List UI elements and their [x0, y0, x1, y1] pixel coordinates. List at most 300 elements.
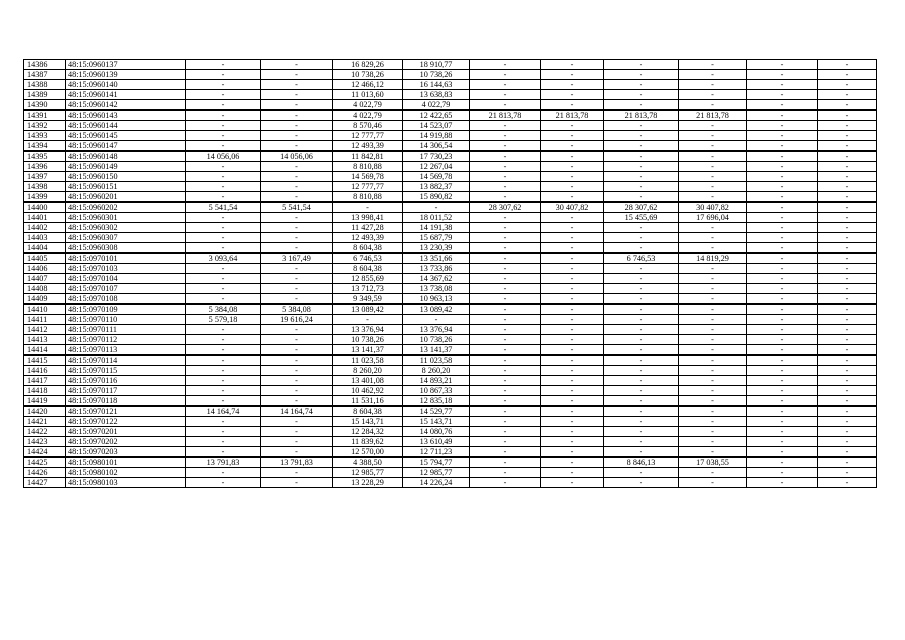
value-col-7-cell: -: [470, 366, 541, 376]
value-col-12-cell: -: [818, 121, 877, 131]
value-col-7-cell: -: [470, 437, 541, 447]
value-col-12-cell: -: [818, 417, 877, 427]
value-col-8-cell: -: [541, 315, 604, 325]
value-col-6-cell: 18 910,77: [403, 60, 470, 70]
value-col-6-cell: 13 351,66: [403, 253, 470, 264]
value-col-3-cell: -: [186, 376, 261, 386]
value-col-7-cell: -: [470, 243, 541, 254]
value-col-8-cell: -: [541, 355, 604, 366]
value-col-3-cell: -: [186, 80, 261, 90]
value-col-12-cell: -: [818, 355, 877, 366]
table-body: [24, 60, 877, 488]
value-col-10-cell: -: [679, 233, 747, 243]
value-col-8-cell: -: [541, 366, 604, 376]
table-row: [24, 396, 877, 407]
value-col-9-cell: -: [604, 274, 679, 284]
value-col-4-cell: 3 167,49: [261, 253, 333, 264]
value-col-12-cell: -: [818, 406, 877, 417]
value-col-3-cell: -: [186, 325, 261, 335]
value-col-9-cell: 15 455,69: [604, 213, 679, 223]
value-col-4-cell: -: [261, 162, 333, 172]
value-col-12-cell: -: [818, 468, 877, 478]
cadastral-number-cell: 48:15:0970113: [66, 345, 186, 356]
value-col-7-cell: -: [470, 304, 541, 315]
value-col-11-cell: -: [747, 110, 818, 121]
value-col-4-cell: -: [261, 468, 333, 478]
value-col-7-cell: -: [470, 274, 541, 284]
row-number-cell: 14396: [24, 162, 66, 172]
value-col-8-cell: -: [541, 60, 604, 70]
value-col-12-cell: -: [818, 90, 877, 100]
value-col-10-cell: 30 407,82: [679, 202, 747, 213]
cadastral-number-cell: 48:15:0970104: [66, 274, 186, 284]
table-row: [24, 406, 877, 417]
cadastral-number-cell: 48:15:0960140: [66, 80, 186, 90]
value-col-6-cell: 13 141,37: [403, 345, 470, 356]
value-col-7-cell: -: [470, 151, 541, 162]
table-row: [24, 478, 877, 488]
value-col-10-cell: -: [679, 100, 747, 111]
value-col-5-cell: 8 810,88: [333, 162, 403, 172]
value-col-3-cell: -: [186, 264, 261, 274]
row-number-cell: 14392: [24, 121, 66, 131]
value-col-8-cell: -: [541, 233, 604, 243]
row-number-cell: 14413: [24, 335, 66, 345]
value-col-11-cell: -: [747, 162, 818, 172]
cadastral-number-cell: 48:15:0970202: [66, 437, 186, 447]
value-col-9-cell: -: [604, 162, 679, 172]
value-col-4-cell: -: [261, 80, 333, 90]
value-col-8-cell: -: [541, 121, 604, 131]
value-col-9-cell: -: [604, 447, 679, 458]
value-col-8-cell: -: [541, 90, 604, 100]
value-col-3-cell: -: [186, 192, 261, 203]
value-col-11-cell: -: [747, 182, 818, 192]
cadastral-number-cell: 48:15:0960144: [66, 121, 186, 131]
value-col-9-cell: 21 813,78: [604, 110, 679, 121]
table-row: [24, 110, 877, 121]
row-number-cell: 14391: [24, 110, 66, 121]
value-col-12-cell: -: [818, 315, 877, 325]
cadastral-number-cell: 48:15:0970201: [66, 427, 186, 437]
row-number-cell: 14410: [24, 304, 66, 315]
value-col-10-cell: -: [679, 141, 747, 152]
value-col-10-cell: 17 038,55: [679, 457, 747, 468]
value-col-10-cell: -: [679, 172, 747, 182]
value-col-7-cell: -: [470, 253, 541, 264]
value-col-10-cell: 17 696,04: [679, 213, 747, 223]
value-col-12-cell: -: [818, 304, 877, 315]
row-number-cell: 14395: [24, 151, 66, 162]
cadastral-number-cell: 48:15:0970101: [66, 253, 186, 264]
table-row: [24, 202, 877, 213]
value-col-3-cell: -: [186, 110, 261, 121]
value-col-4-cell: -: [261, 90, 333, 100]
value-col-5-cell: 12 985,77: [333, 468, 403, 478]
cadastral-number-cell: 48:15:0970108: [66, 294, 186, 305]
row-number-cell: 14425: [24, 457, 66, 468]
value-col-4-cell: -: [261, 427, 333, 437]
value-col-9-cell: 6 746,53: [604, 253, 679, 264]
value-col-3-cell: -: [186, 243, 261, 254]
value-col-7-cell: -: [470, 131, 541, 141]
value-col-11-cell: -: [747, 345, 818, 356]
row-number-cell: 14427: [24, 478, 66, 488]
value-col-8-cell: -: [541, 335, 604, 345]
value-col-5-cell: 12 466,12: [333, 80, 403, 90]
cadastral-number-cell: 48:15:0960151: [66, 182, 186, 192]
value-col-6-cell: 13 376,94: [403, 325, 470, 335]
value-col-4-cell: -: [261, 172, 333, 182]
value-col-6-cell: 14 191,38: [403, 223, 470, 233]
cadastral-number-cell: 48:15:0960302: [66, 223, 186, 233]
value-col-5-cell: 13 141,37: [333, 345, 403, 356]
value-col-8-cell: -: [541, 243, 604, 254]
value-col-7-cell: -: [470, 294, 541, 305]
value-col-5-cell: 16 829,26: [333, 60, 403, 70]
cadastral-number-cell: 48:15:0970122: [66, 417, 186, 427]
value-col-3-cell: -: [186, 90, 261, 100]
value-col-9-cell: -: [604, 468, 679, 478]
value-col-3-cell: -: [186, 468, 261, 478]
value-col-3-cell: 5 541,54: [186, 202, 261, 213]
value-col-6-cell: 13 738,08: [403, 284, 470, 294]
value-col-10-cell: -: [679, 427, 747, 437]
value-col-11-cell: -: [747, 90, 818, 100]
value-col-6-cell: 14 523,07: [403, 121, 470, 131]
value-col-12-cell: -: [818, 284, 877, 294]
table-row: [24, 100, 877, 111]
value-col-11-cell: -: [747, 60, 818, 70]
table-row: [24, 253, 877, 264]
value-col-8-cell: -: [541, 131, 604, 141]
value-col-10-cell: -: [679, 162, 747, 172]
value-col-6-cell: 10 867,33: [403, 386, 470, 396]
value-col-9-cell: -: [604, 478, 679, 488]
value-col-12-cell: -: [818, 60, 877, 70]
value-col-10-cell: -: [679, 366, 747, 376]
value-col-11-cell: -: [747, 243, 818, 254]
value-col-11-cell: -: [747, 80, 818, 90]
value-col-4-cell: -: [261, 294, 333, 305]
value-col-7-cell: -: [470, 355, 541, 366]
value-col-12-cell: -: [818, 478, 877, 488]
value-col-8-cell: -: [541, 223, 604, 233]
value-col-9-cell: -: [604, 90, 679, 100]
value-col-9-cell: -: [604, 172, 679, 182]
table-row: [24, 417, 877, 427]
row-number-cell: 14387: [24, 70, 66, 80]
value-col-4-cell: -: [261, 182, 333, 192]
value-col-5-cell: 9 349,59: [333, 294, 403, 305]
value-col-5-cell: 13 712,73: [333, 284, 403, 294]
value-col-6-cell: 12 711,23: [403, 447, 470, 458]
value-col-8-cell: -: [541, 141, 604, 152]
value-col-9-cell: -: [604, 141, 679, 152]
value-col-7-cell: -: [470, 80, 541, 90]
row-number-cell: 14415: [24, 355, 66, 366]
value-col-4-cell: -: [261, 131, 333, 141]
value-col-7-cell: -: [470, 447, 541, 458]
row-number-cell: 14420: [24, 406, 66, 417]
value-col-7-cell: -: [470, 223, 541, 233]
value-col-4-cell: -: [261, 100, 333, 111]
value-col-4-cell: -: [261, 264, 333, 274]
row-number-cell: 14390: [24, 100, 66, 111]
value-col-9-cell: -: [604, 437, 679, 447]
table-row: [24, 325, 877, 335]
value-col-6-cell: 18 011,52: [403, 213, 470, 223]
value-col-11-cell: -: [747, 223, 818, 233]
value-col-3-cell: -: [186, 162, 261, 172]
cadastral-number-cell: 48:15:0980102: [66, 468, 186, 478]
table-row: [24, 264, 877, 274]
table-row: [24, 304, 877, 315]
value-col-7-cell: -: [470, 100, 541, 111]
cadastral-number-cell: 48:15:0970109: [66, 304, 186, 315]
value-col-6-cell: 14 893,21: [403, 376, 470, 386]
value-col-9-cell: -: [604, 376, 679, 386]
value-col-11-cell: -: [747, 121, 818, 131]
value-col-8-cell: -: [541, 100, 604, 111]
value-col-7-cell: -: [470, 406, 541, 417]
row-number-cell: 14405: [24, 253, 66, 264]
value-col-12-cell: -: [818, 447, 877, 458]
table-row: [24, 427, 877, 437]
value-col-9-cell: -: [604, 396, 679, 407]
row-number-cell: 14426: [24, 468, 66, 478]
cadastral-number-cell: 48:15:0980103: [66, 478, 186, 488]
value-col-10-cell: -: [679, 243, 747, 254]
value-col-5-cell: 12 493,39: [333, 141, 403, 152]
value-col-6-cell: 14 919,88: [403, 131, 470, 141]
value-col-3-cell: 3 093,64: [186, 253, 261, 264]
value-col-12-cell: -: [818, 100, 877, 111]
row-number-cell: 14388: [24, 80, 66, 90]
value-col-3-cell: 13 791,83: [186, 457, 261, 468]
value-col-8-cell: -: [541, 376, 604, 386]
value-col-3-cell: -: [186, 478, 261, 488]
value-col-12-cell: -: [818, 233, 877, 243]
value-col-6-cell: 15 143,71: [403, 417, 470, 427]
value-col-11-cell: -: [747, 468, 818, 478]
value-col-11-cell: -: [747, 447, 818, 458]
table-row: [24, 60, 877, 70]
value-col-7-cell: -: [470, 457, 541, 468]
value-col-9-cell: -: [604, 182, 679, 192]
value-col-6-cell: 10 738,26: [403, 70, 470, 80]
value-col-12-cell: -: [818, 110, 877, 121]
value-col-9-cell: -: [604, 355, 679, 366]
value-col-8-cell: 30 407,82: [541, 202, 604, 213]
value-col-9-cell: -: [604, 427, 679, 437]
value-col-5-cell: 12 493,39: [333, 233, 403, 243]
value-col-3-cell: -: [186, 355, 261, 366]
value-col-5-cell: 12 777,77: [333, 131, 403, 141]
value-col-9-cell: -: [604, 131, 679, 141]
value-col-5-cell: 10 462,92: [333, 386, 403, 396]
table-row: [24, 284, 877, 294]
value-col-7-cell: -: [470, 121, 541, 131]
value-col-8-cell: -: [541, 427, 604, 437]
value-col-9-cell: -: [604, 264, 679, 274]
value-col-6-cell: 14 529,77: [403, 406, 470, 417]
value-col-4-cell: -: [261, 376, 333, 386]
row-number-cell: 14407: [24, 274, 66, 284]
value-col-5-cell: 12 855,69: [333, 274, 403, 284]
value-col-12-cell: -: [818, 437, 877, 447]
value-col-8-cell: -: [541, 406, 604, 417]
value-col-9-cell: -: [604, 243, 679, 254]
value-col-4-cell: 19 616,24: [261, 315, 333, 325]
row-number-cell: 14424: [24, 447, 66, 458]
table-row: [24, 151, 877, 162]
table-row: [24, 447, 877, 458]
value-col-10-cell: -: [679, 284, 747, 294]
cadastral-number-cell: 48:15:0970111: [66, 325, 186, 335]
table-row: [24, 243, 877, 254]
value-col-5-cell: 13 998,41: [333, 213, 403, 223]
row-number-cell: 14417: [24, 376, 66, 386]
value-col-7-cell: -: [470, 386, 541, 396]
value-col-5-cell: 4 388,50: [333, 457, 403, 468]
value-col-10-cell: 14 819,29: [679, 253, 747, 264]
value-col-11-cell: -: [747, 233, 818, 243]
value-col-4-cell: 5 541,54: [261, 202, 333, 213]
table-row: [24, 162, 877, 172]
value-col-9-cell: -: [604, 335, 679, 345]
value-col-11-cell: -: [747, 213, 818, 223]
value-col-7-cell: -: [470, 345, 541, 356]
value-col-3-cell: -: [186, 121, 261, 131]
value-col-12-cell: -: [818, 70, 877, 80]
value-col-10-cell: -: [679, 376, 747, 386]
row-number-cell: 14411: [24, 315, 66, 325]
value-col-9-cell: -: [604, 304, 679, 315]
value-col-11-cell: -: [747, 304, 818, 315]
table-row: [24, 274, 877, 284]
value-col-5-cell: 11 427,28: [333, 223, 403, 233]
value-col-3-cell: -: [186, 417, 261, 427]
cadastral-number-cell: 48:15:0970121: [66, 406, 186, 417]
value-col-7-cell: -: [470, 284, 541, 294]
table-row: [24, 345, 877, 356]
value-col-8-cell: -: [541, 294, 604, 305]
value-col-8-cell: 21 813,78: [541, 110, 604, 121]
cadastral-number-cell: 48:15:0970117: [66, 386, 186, 396]
table-row: [24, 182, 877, 192]
row-number-cell: 14421: [24, 417, 66, 427]
table-row: [24, 141, 877, 152]
row-number-cell: 14416: [24, 366, 66, 376]
value-col-10-cell: -: [679, 223, 747, 233]
row-number-cell: 14409: [24, 294, 66, 305]
value-col-12-cell: -: [818, 294, 877, 305]
value-col-3-cell: 5 579,18: [186, 315, 261, 325]
value-col-11-cell: -: [747, 366, 818, 376]
value-col-8-cell: -: [541, 345, 604, 356]
cadastral-number-cell: 48:15:0970107: [66, 284, 186, 294]
value-col-9-cell: -: [604, 325, 679, 335]
value-col-10-cell: -: [679, 396, 747, 407]
value-col-12-cell: -: [818, 182, 877, 192]
value-col-4-cell: -: [261, 192, 333, 203]
row-number-cell: 14402: [24, 223, 66, 233]
value-col-12-cell: -: [818, 396, 877, 407]
value-col-10-cell: -: [679, 304, 747, 315]
value-col-10-cell: -: [679, 335, 747, 345]
value-col-8-cell: -: [541, 457, 604, 468]
value-col-7-cell: -: [470, 417, 541, 427]
table-row: [24, 457, 877, 468]
value-col-5-cell: 13 228,29: [333, 478, 403, 488]
value-col-11-cell: -: [747, 264, 818, 274]
value-col-5-cell: 13 376,94: [333, 325, 403, 335]
value-col-4-cell: -: [261, 386, 333, 396]
table-row: [24, 213, 877, 223]
row-number-cell: 14397: [24, 172, 66, 182]
value-col-5-cell: 4 022,79: [333, 110, 403, 121]
cadastral-number-cell: 48:15:0970112: [66, 335, 186, 345]
value-col-7-cell: 28 307,62: [470, 202, 541, 213]
table-row: [24, 366, 877, 376]
value-col-12-cell: -: [818, 202, 877, 213]
value-col-3-cell: -: [186, 213, 261, 223]
value-col-10-cell: -: [679, 90, 747, 100]
value-col-6-cell: 14 306,54: [403, 141, 470, 152]
value-col-8-cell: -: [541, 70, 604, 80]
row-number-cell: 14386: [24, 60, 66, 70]
value-col-5-cell: 11 531,16: [333, 396, 403, 407]
value-col-4-cell: -: [261, 355, 333, 366]
value-col-9-cell: 8 846,13: [604, 457, 679, 468]
value-col-11-cell: -: [747, 325, 818, 335]
value-col-9-cell: -: [604, 233, 679, 243]
value-col-10-cell: -: [679, 355, 747, 366]
value-col-12-cell: -: [818, 223, 877, 233]
value-col-11-cell: -: [747, 396, 818, 407]
value-col-10-cell: -: [679, 80, 747, 90]
value-col-10-cell: 21 813,78: [679, 110, 747, 121]
value-col-8-cell: -: [541, 447, 604, 458]
value-col-4-cell: 5 384,08: [261, 304, 333, 315]
value-col-9-cell: -: [604, 417, 679, 427]
row-number-cell: 14399: [24, 192, 66, 203]
cadastral-number-cell: 48:15:0960137: [66, 60, 186, 70]
value-col-4-cell: -: [261, 325, 333, 335]
cadastral-number-cell: 48:15:0960145: [66, 131, 186, 141]
value-col-7-cell: -: [470, 325, 541, 335]
value-col-8-cell: -: [541, 253, 604, 264]
value-col-4-cell: -: [261, 243, 333, 254]
value-col-12-cell: -: [818, 172, 877, 182]
cadastral-number-cell: 48:15:0970110: [66, 315, 186, 325]
value-col-11-cell: -: [747, 131, 818, 141]
value-col-11-cell: -: [747, 253, 818, 264]
value-col-8-cell: -: [541, 264, 604, 274]
value-col-11-cell: -: [747, 294, 818, 305]
value-col-11-cell: -: [747, 70, 818, 80]
value-col-6-cell: -: [403, 202, 470, 213]
row-number-cell: 14412: [24, 325, 66, 335]
value-col-8-cell: -: [541, 386, 604, 396]
row-number-cell: 14403: [24, 233, 66, 243]
value-col-12-cell: -: [818, 457, 877, 468]
value-col-4-cell: -: [261, 478, 333, 488]
cadastral-number-cell: 48:15:0970118: [66, 396, 186, 407]
value-col-4-cell: -: [261, 213, 333, 223]
value-col-8-cell: -: [541, 468, 604, 478]
